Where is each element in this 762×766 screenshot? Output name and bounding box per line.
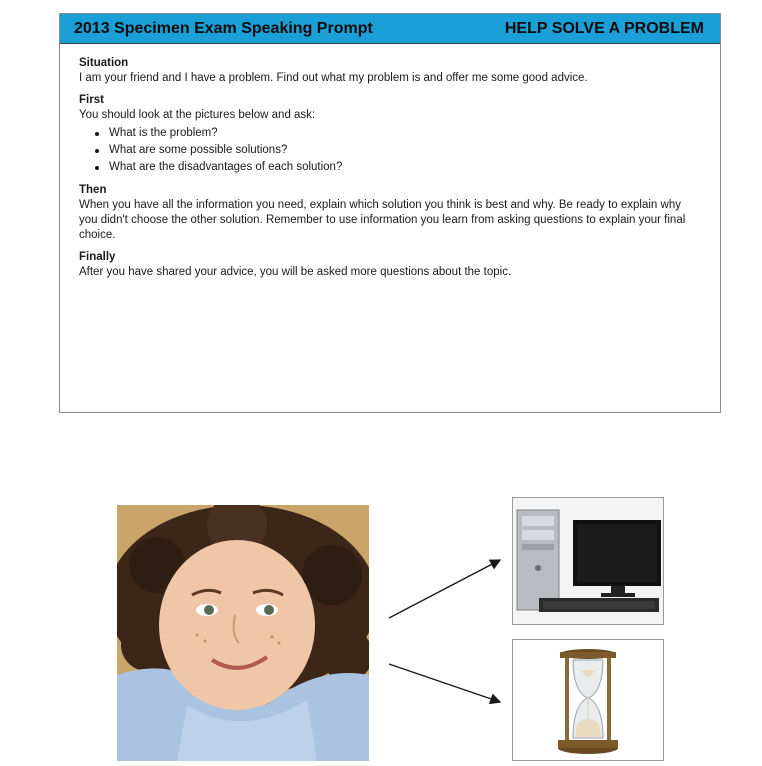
question-item: What are the disadvantages of each solution? bbox=[109, 159, 700, 176]
computer-photo bbox=[512, 497, 664, 625]
prompt-body bbox=[60, 44, 720, 280]
then-text: When you have all the information you need, explain which solution you think is best and why. Be ready to explain why you didn't choose the other solution. Remember to use information you learn from asking questions to explain your final choice. bbox=[79, 199, 686, 241]
boy-illustration bbox=[117, 505, 369, 761]
arrow-to-hourglass bbox=[389, 664, 500, 702]
prompt-card bbox=[59, 13, 721, 413]
prompt-header bbox=[60, 14, 720, 44]
question-item: What is the problem? bbox=[109, 125, 700, 142]
first-text: You should look at the pictures below and ask: bbox=[79, 109, 316, 121]
then-title: Then bbox=[79, 184, 107, 196]
finally-title: Finally bbox=[79, 251, 116, 263]
choice-arrows bbox=[380, 550, 510, 710]
prompt-title: 2013 Specimen Exam Speaking Prompt bbox=[74, 19, 373, 37]
computer-illustration bbox=[513, 498, 663, 624]
boy-photo bbox=[117, 505, 369, 761]
hourglass-photo bbox=[512, 639, 664, 761]
situation-title: Situation bbox=[79, 57, 129, 69]
situation-text: I am your friend and I have a problem. Find out what my problem is and offer me some good advice. bbox=[79, 72, 588, 84]
arrow-to-computer bbox=[389, 560, 500, 618]
task-title: HELP SOLVE A PROBLEM bbox=[504, 19, 704, 37]
finally-text: After you have shared your advice, you will be asked more questions about the topic. bbox=[79, 266, 512, 278]
question-list bbox=[79, 125, 700, 176]
question-item: What are some possible solutions? bbox=[109, 142, 700, 159]
first-title: First bbox=[79, 94, 104, 106]
hourglass-illustration bbox=[513, 640, 663, 760]
